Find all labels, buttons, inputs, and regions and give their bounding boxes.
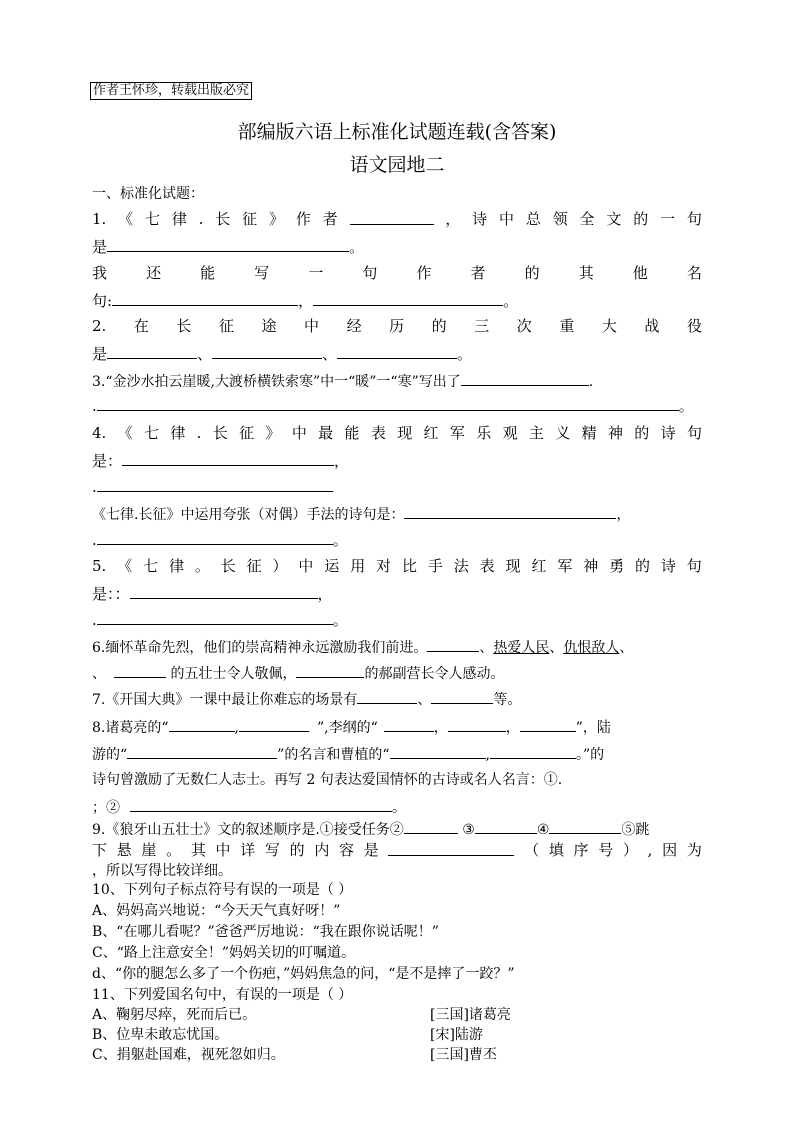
author-copyright-note: 作者王怀珍，转载出版必究 [90,82,252,100]
q9-row2-char: 为 [686,841,702,859]
q5-char: 。 [194,557,210,575]
q7-end: 等。 [493,692,522,708]
q2-char: 经 [346,317,362,335]
q8-comma-3: ， [505,720,520,736]
q1-char: 征 [242,210,258,228]
q9-row2-char: （ [524,841,540,859]
q1-line4-sep: ， [298,292,314,310]
q1-char: 》 [268,210,284,228]
q2-char: 大 [601,317,617,335]
q6-underlined-2: 仇恨敌人 [563,640,620,656]
q1-row3-char: 写 [254,264,270,282]
q5-line3-start: . [92,611,97,629]
q1-char: 的 [633,210,649,228]
q2-line2-text: 是 [92,345,108,363]
q5-char: 中 [298,557,314,575]
q3-line2-start: . [92,397,97,415]
q4-char: 乐 [476,424,492,442]
q9-row2-char: 因 [662,841,678,859]
q1-char: 七 [144,210,160,228]
q4-char: 4. [92,424,107,442]
question-2-line-1 [92,316,702,336]
q9-n3: ③ [457,822,475,838]
q1-char: 中 [499,210,515,228]
question-11-option-a: A、鞠躬尽瘁，死而后已。 [92,1007,257,1023]
q1-char: 句 [686,210,702,228]
q9-n5: ⑤跳 [621,822,650,838]
q4-line4-text: 《七律.长征》中运用夸张（对偶）手法的诗句是： [92,507,405,523]
q1-char: 总 [525,210,541,228]
question-4-line-1 [92,423,702,443]
section-heading: 一、标准化试题： [92,186,204,202]
q3-after: . [588,374,594,390]
q1-char: 全 [579,210,595,228]
q9-row2-char: 下 [92,841,108,859]
question-5-line-1 [92,556,702,576]
q4-char: 表 [370,424,386,442]
q9-blank-4[interactable] [549,818,621,834]
q5-char: 长 [220,557,236,575]
q3-answer-blank-2[interactable] [97,395,679,411]
q9-row2-char: 其 [190,841,206,859]
q7-sep: 、 [417,692,432,708]
q3-text: 3.“金沙水拍云崖暖,大渡桥横铁索寒”中一“暖”一“寒”写出了 [92,374,461,390]
q4-exaggeration-blank-1[interactable] [404,503,616,519]
question-1-line-1 [92,209,702,229]
q6-sep-1: 、 [479,640,494,656]
q9-start: 9.《狼牙山五壮士》文的叙述顺序是.①接受任务② [92,822,404,838]
q4-line2-text: 是： [92,452,123,470]
q4-exaggeration-blank-2[interactable] [97,529,333,545]
q2-sep-2: 、 [322,345,338,363]
q9-row2-char: 号 [598,841,614,859]
q8-blank-6[interactable] [127,743,277,759]
q5-char: 勇 [609,557,625,575]
q2-battle-blank-3[interactable] [337,343,457,359]
q5-char: 征 [246,557,262,575]
q5-char: 法 [453,557,469,575]
q7-blank-1[interactable] [357,688,417,704]
q2-char: 役 [686,317,702,335]
q4-line5-start: . [92,531,97,549]
q5-char: 红 [531,557,547,575]
q5-line2-text: 是：： [92,585,130,603]
q9-line3-text: ，所以写得比较详细。 [92,863,232,879]
q8-blank-5[interactable] [520,716,576,732]
q5-char: 手 [427,557,443,575]
q6-underlined-1: 热爱人民 [493,640,550,656]
q4-char: 七 [143,424,159,442]
q1-row3-char: 作 [416,264,432,282]
q9-row2-char: 中 [215,841,231,859]
q1-char: . [198,210,204,228]
question-9-line-3 [92,861,232,881]
q8-blank-3[interactable] [384,716,434,732]
q4-char: 精 [581,424,597,442]
question-5-line-3 [92,609,348,630]
question-8-line-4 [92,796,406,818]
q5-char: 对 [376,557,392,575]
q8-blank-1[interactable] [169,716,235,732]
q8-comma-2: ， [433,720,448,736]
q1-char: 诗 [472,210,488,228]
q1-answer-blank[interactable] [107,236,349,252]
q1-char: 文 [606,210,622,228]
q8-line3-text: 诗句曾激励了无数仁人志士。再写 2 句表达爱国情怀的古诗或名人名言：①. [92,772,563,788]
q8-mid-1: ”,李纲的“ [316,720,378,736]
q5-poem-blank-2[interactable] [97,609,333,625]
q8-line4-start: ；② [92,800,120,816]
q3-line2-end: 。 [678,397,694,415]
q8-line2-end: 。”的 [575,747,605,763]
question-4-line-2 [92,450,349,471]
question-3-line-2 [92,395,694,416]
q2-battle-blank-1[interactable] [107,343,197,359]
q9-row2-answer-blank[interactable] [388,840,514,856]
q1-line4-text: 句: [92,292,113,310]
q6-line2-end: 的郝副营长令人感动。 [364,666,505,682]
question-6-line-2 [92,662,504,684]
q9-row2-char: 填 [548,841,564,859]
q1-row3-char: 名 [686,264,702,282]
q6-line2-start: 、 [92,666,106,682]
q1-row3-char: 其 [578,264,594,282]
q8-line2-mid: ”的名言和曹植的“ [277,747,390,763]
question-4-line-3 [92,476,333,497]
q5-char: 军 [557,557,573,575]
q2-char: 重 [559,317,575,335]
q5-poem-blank-1[interactable] [130,583,318,599]
q6-sep-2: 、 [549,640,564,656]
q4-char: 句 [686,424,702,442]
q5-char: 5. [92,557,107,575]
q1-char: 长 [215,210,231,228]
q4-char: 中 [291,424,307,442]
q8-blank-4[interactable] [448,716,506,732]
q4-char: 最 [318,424,334,442]
q9-row2-char: 的 [289,841,305,859]
q5-char: 的 [635,557,651,575]
q2-char: 在 [133,317,149,335]
q5-char: 七 [143,557,159,575]
q5-char: ） [272,557,288,575]
q9-blank-3[interactable] [475,818,537,834]
q9-row2-char: 详 [240,841,256,859]
question-4-line-4 [92,503,630,525]
question-9-line-2 [92,840,702,860]
question-5-line-2 [92,583,333,604]
question-9-line-1 [92,818,649,840]
q4-char: 能 [344,424,360,442]
q9-row2-char: 写 [264,841,280,859]
q4-char: 主 [528,424,544,442]
q2-char: 2. [92,317,107,335]
q7-text: 7.《开国大典》一课中最让你难忘的场景有 [92,692,358,708]
q1-char: ， [445,210,461,228]
q3-answer-blank[interactable] [461,370,589,386]
q2-sep-1: 、 [197,345,213,363]
page-title: 部编版六语上标准化试题连载(含答案) [237,121,557,143]
question-1-line-3 [92,263,702,283]
q4-char: 观 [502,424,518,442]
q4-char: 现 [397,424,413,442]
q4-char: 诗 [660,424,676,442]
q2-char: 中 [304,317,320,335]
question-10-stem: 10、下列句子标点符号有误的一项是（ ） [92,882,353,898]
question-4-line-5 [92,529,348,550]
q5-char: 表 [479,557,495,575]
question-11-option-b-author: [宋]陆游 [430,1027,483,1043]
question-11-option-c-author: [三国]曹丕 [430,1047,497,1063]
question-10-option-b: B、“在哪儿看呢？”爸爸严厉地说：“我在跟你说话呢！” [92,924,439,940]
q5-char: 用 [350,557,366,575]
q1-char: 一 [660,210,676,228]
question-8-line-3 [92,770,562,790]
q5-char: 运 [324,557,340,575]
question-11-option-b: B、位卑未敢忘忧国。 [92,1027,229,1043]
q4-char: 》 [265,424,281,442]
q8-line4-end: 。 [392,800,406,816]
q9-row2-char: 是 [363,841,379,859]
question-6-line-1 [92,636,633,658]
q9-row2-char: 容 [339,841,355,859]
q5-char: 律 [168,557,184,575]
q6-blank-3[interactable] [296,662,364,678]
q4-line2-end: ， [334,452,350,470]
q6-line2-mid: 的五壮士令人敬佩， [166,666,297,682]
q4-char: 《 [117,424,133,442]
question-7 [92,688,521,710]
question-10-option-d: d、“你的腿怎么多了一个伤疤，”妈妈焦急的问，“是不是摔了一跤？” [92,966,515,982]
q4-poem-blank-1[interactable] [122,450,334,466]
q4-line5-end: 。 [332,531,348,549]
q1-char: 律 [171,210,187,228]
q2-char: 三 [474,317,490,335]
q4-char: 军 [449,424,465,442]
q5-char: 《 [117,557,133,575]
q8-blank-2[interactable] [239,716,309,732]
q4-char: 义 [555,424,571,442]
q4-char: 神 [607,424,623,442]
q5-char: 句 [686,557,702,575]
q9-row2-char: 崖 [141,841,157,859]
q5-char: 比 [401,557,417,575]
q1-line2-text: 是 [92,238,108,256]
q4-char: 红 [423,424,439,442]
q2-char: 征 [218,317,234,335]
q8-start: 8.诸葛亮的“ [92,720,169,736]
q1-row3-char: 的 [524,264,540,282]
q1-char: 作 [295,210,311,228]
q1-char: 1. [92,210,107,228]
page-subtitle: 语文园地二 [349,154,445,176]
q6-text: 6.缅怀革命先烈，他们的崇高精神永远激励我们前进。 [92,640,428,656]
q1-poem-blank-2[interactable] [313,290,503,306]
question-1-line-4 [92,290,518,311]
q8-line2-start: 游的“ [92,747,128,763]
q1-char: 《 [118,210,134,228]
q9-blank-2[interactable] [404,818,458,834]
q1-row3-char: 我 [92,264,108,282]
q1-char: 领 [552,210,568,228]
q4-char: . [196,424,202,442]
q5-char: 诗 [660,557,676,575]
q4-char: 律 [170,424,186,442]
q5-line3-end: 。 [332,611,348,629]
question-8-line-1 [92,716,611,738]
q4-char: 长 [212,424,228,442]
q8-comma-1: , [234,720,239,736]
q1-row3-char: 能 [200,264,216,282]
q2-battle-blank-2[interactable] [212,343,322,359]
q2-char: 途 [261,317,277,335]
question-2-line-2 [92,343,472,364]
q2-char: 历 [389,317,405,335]
q9-row2-char: 序 [573,841,589,859]
q1-char: 者 [322,210,338,228]
q9-row2-char: 悬 [116,841,132,859]
q1-line2-end: 。 [349,238,365,256]
q1-row3-char: 一 [308,264,324,282]
question-8-line-2 [92,743,604,765]
q2-char: 长 [176,317,192,335]
q2-char: 的 [431,317,447,335]
q9-row2-char: , [647,841,653,859]
question-10-option-a: A、妈妈高兴地说：“今天天气真好呀！” [92,903,341,919]
q4-char: 的 [634,424,650,442]
q1-row3-char: 句 [362,264,378,282]
q6-sep-3: 、 [619,640,634,656]
q1-row3-char: 还 [146,264,162,282]
q1-line4-end: 。 [503,292,519,310]
q1-poem-blank-1[interactable] [112,290,298,306]
q9-row2-char: ） [622,841,638,859]
question-3-line-1 [92,370,593,392]
q8-blank-8[interactable] [490,743,576,759]
q8-line2-comma: , [485,747,490,763]
q9-n4: ④ [536,822,550,838]
question-11-option-c: C、捐躯赴国难，视死忽如归。 [92,1047,285,1063]
q5-line2-end: ， [317,585,333,603]
question-10-option-c: C、“路上注意安全！”妈妈关切的叮嘱道。 [92,945,356,961]
q1-row3-char: 者 [470,264,486,282]
q4-line4-end: ， [616,507,631,523]
q4-poem-blank-2[interactable] [97,476,333,492]
q2-char: 战 [644,317,660,335]
q1-answer-blank[interactable] [350,209,434,225]
q8-blank-9[interactable] [130,796,392,812]
q9-row2-char: 内 [314,841,330,859]
q8-blank-7[interactable] [390,743,486,759]
q5-char: 现 [505,557,521,575]
q2-end: 。 [457,345,473,363]
q2-char: 次 [516,317,532,335]
question-1-line-2 [92,236,364,257]
q7-blank-2[interactable] [431,688,493,704]
q5-char: 神 [583,557,599,575]
question-11-option-a-author: [三国]诸葛亮 [430,1007,511,1023]
q6-blank-2[interactable] [114,662,166,678]
q8-mid-2: ”，陆 [575,720,611,736]
q1-row3-char: 他 [632,264,648,282]
q4-char: 征 [239,424,255,442]
q4-line3-start: . [92,478,97,496]
q6-blank-1[interactable] [427,636,479,652]
question-11-stem: 11、下列爱国名句中，有误的一项是（ ） [92,987,353,1003]
q9-row2-char: 。 [166,841,182,859]
